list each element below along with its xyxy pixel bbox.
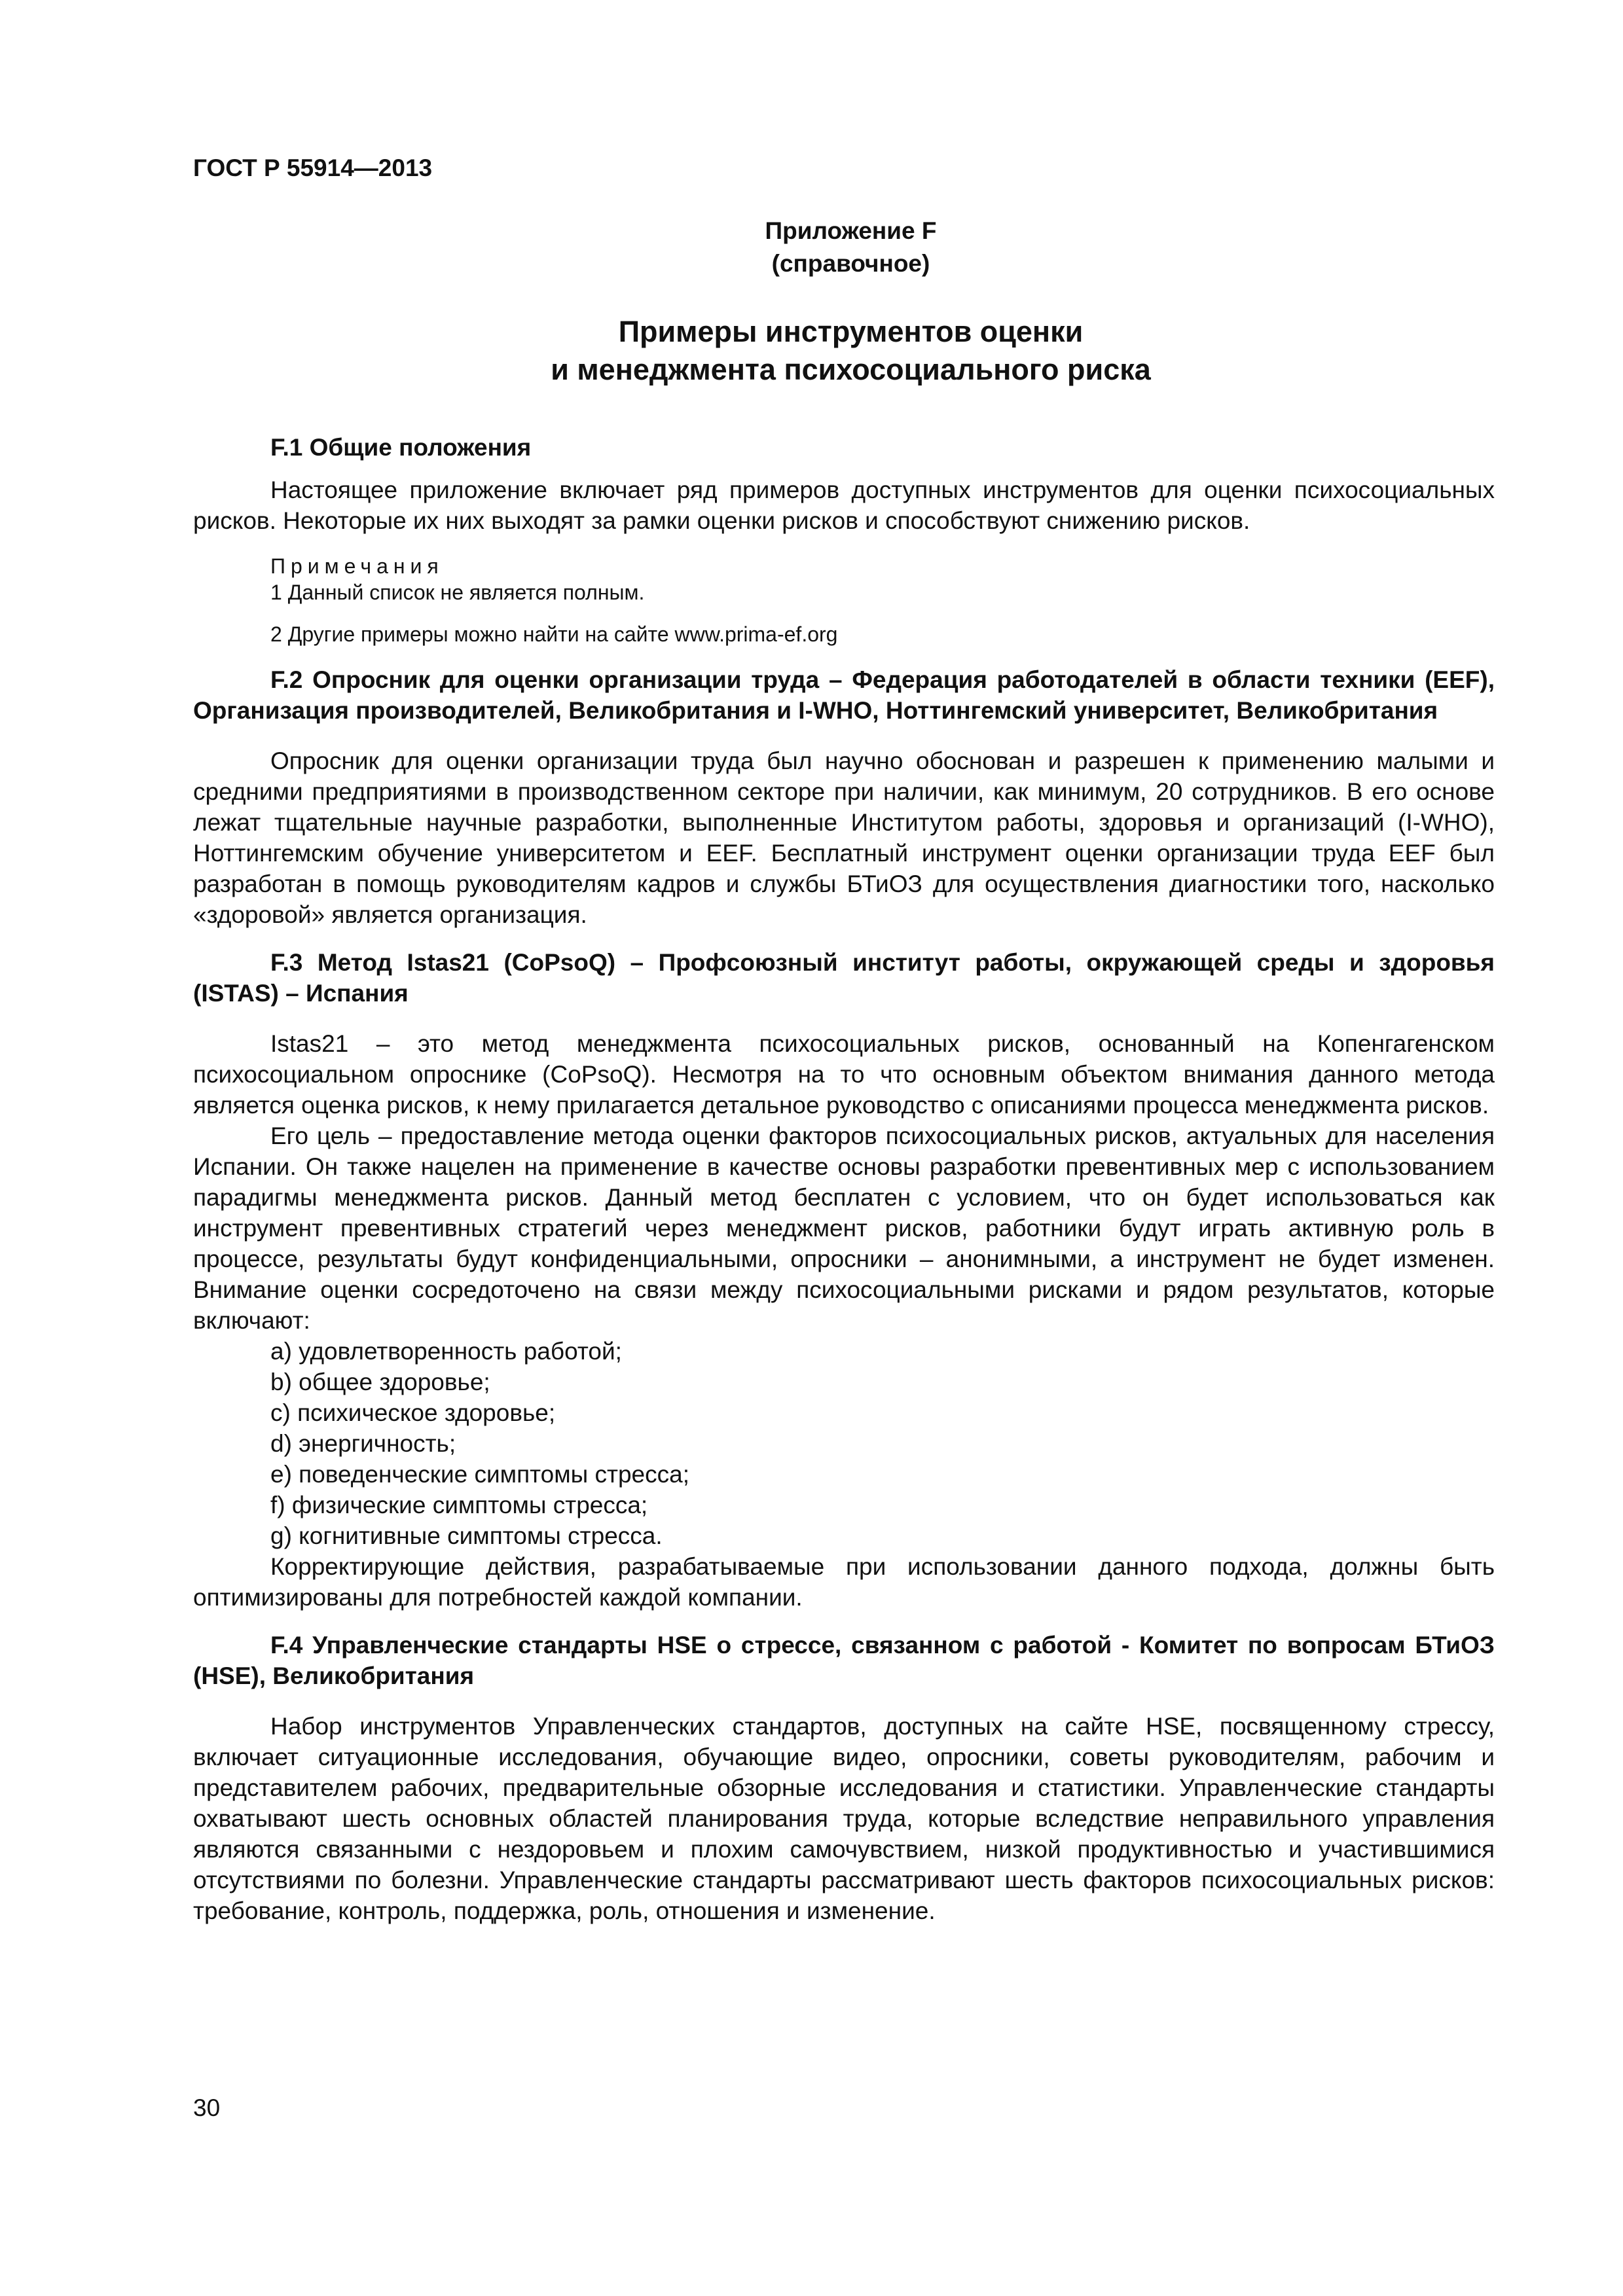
page-number: 30 — [193, 2094, 221, 2121]
list-item: e) поведенческие симптомы стресса; — [270, 1461, 689, 1488]
title-line-2: и менеджмента психосоциального риска — [551, 353, 1151, 386]
section-f4-paragraph: Набор инструментов Управленческих стандартов, доступных на сайте HSE, посвященному стрессу, включает ситуационные исследования, обучающие видео, опросники, советы руководителям, рабочим и представителем рабочих, предварительные обзорные исследования и статистики. Управленческие стандарты охватывают шесть основных областей планирования труда, которые вследствие неправильного управления являются связанными с нездоровьем и плохим самочувствием, низкой продуктивностью и участившимися отсутствиями по болезни. Управленческие стандарты рассматривают шесть факторов психосоциальных рисков: требование, контроль, поддержка, роль, отношения и изменение. — [193, 1713, 1495, 1924]
list-item: c) психическое здоровье; — [270, 1399, 556, 1426]
section-f2-title: F.2 Опросник для оценки организации труда – Федерация работодателей в области техники (EEF), Организация производителей, Великобритания и I-WHO, Ноттингемский университет, Великобритания — [193, 666, 1495, 724]
section-f3-title: F.3 Метод Istas21 (CoPsoQ) – Профсоюзный институт работы, окружающей среды и здоровья (ISTAS) – Испания — [193, 949, 1495, 1007]
document-body — [193, 432, 1495, 1926]
title-line-1: Примеры инструментов оценки — [618, 315, 1084, 348]
section-f4-title: F.4 Управленческие стандарты HSE о стрессе, связанном с работой - Комитет по вопросам БТиОЗ (HSE), Великобритания — [193, 1632, 1495, 1689]
section-f1-paragraph: Настоящее приложение включает ряд примеров доступных инструментов для оценки психосоциальных рисков. Некоторые их них выходят за рамки оценки рисков и способствуют снижению рисков. — [193, 476, 1495, 534]
appendix-label: Приложение F — [765, 217, 937, 244]
section-f2-paragraph: Опросник для оценки организации труда был научно обоснован и разрешен к применению малыми и средними предприятиями в производственном секторе при наличии, как минимум, 20 сотрудников. В его основе лежат тщательные научные разработки, выполненные Институтом работы, здоровья и организаций (I-WHO), Ноттингемским обучение университетом и EEF. Бесплатный инструмент оценки организации труда EEF был разработан в помощь руководителям кадров и службы БТиОЗ для осуществления диагностики того, насколько «здоровой» является организация. — [193, 747, 1495, 928]
list-item: b) общее здоровье; — [270, 1369, 490, 1395]
appendix-heading — [0, 215, 1623, 280]
list-item: f) физические симптомы стресса; — [270, 1492, 648, 1518]
notes-heading: Примечания — [270, 554, 444, 578]
section-f3-paragraph-1: Istas21 – это метод менеджмента психосоциальных рисков, основанный на Копенгагенском психосоциальном опроснике (CoPsoQ). Несмотря на то что основным объектом внимания данного метода является оценка рисков, к нему прилагается детальное руководство с описаниями процесса менеджмента рисков. — [193, 1030, 1495, 1119]
appendix-kind: (справочное) — [771, 250, 930, 277]
list-item: d) энергичность; — [270, 1430, 456, 1457]
section-f3-paragraph-3: Корректирующие действия, разрабатываемые при использовании данного подхода, должны быть оптимизированы для потребностей каждой компании. — [193, 1553, 1495, 1611]
list-item: a) удовлетворенность работой; — [270, 1338, 622, 1365]
section-f1-title: F.1 Общие положения — [270, 434, 532, 461]
note-2: 2 Другие примеры можно найти на сайте www.prima-ef.org — [270, 622, 838, 646]
document-id: ГОСТ Р 55914—2013 — [193, 154, 433, 181]
section-f3-paragraph-2: Его цель – предоставление метода оценки факторов психосоциальных рисков, актуальных для населения Испании. Он также нацелен на применение в качестве основы разработки превентивных мер с использованием парадигмы менеджмента рисков. Данный метод бесплатен с условием, что он будет использоваться как инструмент превентивных стратегий через менеджмент рисков, работники будут играть активную роль в процессе, результаты будут конфиденциальными, опросники – анонимными, а инструмент не будет изменен. Внимание оценки сосредоточено на связи между психосоциальными рисками и рядом результатов, которые включают: — [193, 1122, 1495, 1334]
page-title — [0, 313, 1623, 389]
note-1: 1 Данный список не является полным. — [270, 581, 645, 604]
list-item: g) когнитивные симптомы стресса. — [270, 1522, 663, 1549]
